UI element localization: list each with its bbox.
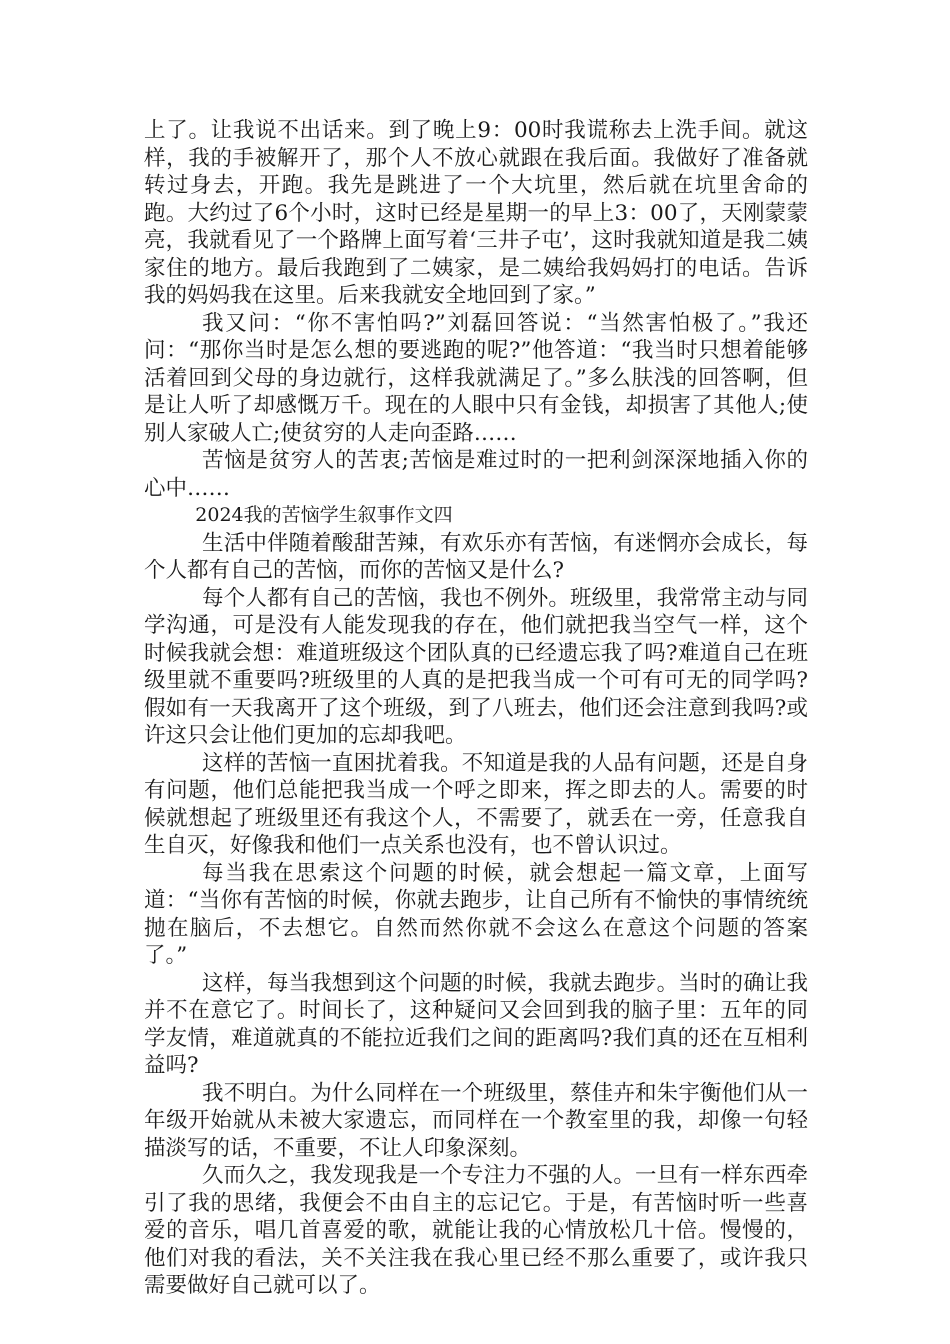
paragraph: 久而久之，我发现我是一个专注力不强的人。一旦有一样东西牵引了我的思绪，我便会不由自主的忘记它。于是，有苦恼时听一些喜爱的音乐，唱几首喜爱的歌，就能让我的心情放松几十倍。慢慢的，他们对我的看法，关不关注我在我心里已经不那么重要了，或许我只需要做好自己就可以了。 (144, 1163, 808, 1298)
paragraph: 我又问：“你不害怕吗?”刘磊回答说：“当然害怕极了。”我还问：“那你当时是怎么想的要逃跑的呢?”他答道：“我当时只想着能够活着回到父母的身边就行，这样我就满足了。”多么肤浅的回答啊，但是让人听了却感慨万千。现在的人眼中只有金钱，却损害了其他人;使别人家破人亡;使贫穷的人走向歪路…… (144, 310, 808, 446)
paragraph: 这样，每当我想到这个问题的时候，我就去跑步。当时的确让我并不在意它了。时间长了，这种疑问又会回到我的脑子里：五年的同学友情，难道就真的不能拉近我们之间的距离吗?我们真的还在互相利益吗? (144, 970, 808, 1078)
paragraph: 这样的苦恼一直困扰着我。不知道是我的人品有问题，还是自身有问题，他们总能把我当成一个呼之即来，挥之即去的人。需要的时候就想起了班级里还有我这个人，不需要了，就丢在一旁，任意我自生自灭，好像我和他们一点关系也没有，也不曾认识过。 (144, 750, 808, 858)
essay-title: 2024我的苦恼学生叙事作文四 (195, 504, 453, 526)
paragraph: 我不明白。为什么同样在一个班级里，蔡佳卉和朱宇衡他们从一年级开始就从未被大家遗忘，而同样在一个教室里的我，却像一句轻描淡写的话，不重要，不让人印象深刻。 (144, 1080, 808, 1161)
paragraph: 每个人都有自己的苦恼，我也不例外。班级里，我常常主动与同学沟通，可是没有人能发现我的存在，他们就把我当空气一样，这个时候我就会想：难道班级这个团队真的已经遗忘我了吗?难道自己在班级里就不重要吗?班级里的人真的是把我当成一个可有可无的同学吗?假如有一天我离开了这个班级，到了八班去，他们还会注意到我吗?或许这只会让他们更加的忘却我吧。 (144, 585, 808, 748)
paragraph: 每当我在思索这个问题的时候，就会想起一篇文章，上面写道：“当你有苦恼的时候，你就去跑步，让自己所有不愉快的事情统统抛在脑后，不去想它。自然而然你就不会这么在意这个问题的答案了。” (144, 860, 808, 968)
document-page (144, 117, 808, 1300)
paragraph-continued: 上了。让我说不出话来。到了晚上9：00时我谎称去上洗手间。就这样，我的手被解开了，那个人不放心就跟在我后面。我做好了准备就转过身去，开跑。我先是跳进了一个大坑里，然后就在坑里舍命的跑。大约过了6个小时，这时已经是星期一的早上3：00了，天刚蒙蒙亮，我就看见了一个路牌上面写着‘三井子屯’，这时我就知道是我二姨家住的地方。最后我跑到了二姨家，是二姨给我妈妈打的电话。告诉我的妈妈我在这里。后来我就安全地回到了家。” (144, 118, 808, 308)
paragraph: 苦恼是贫穷人的苦衷;苦恼是难过时的一把利剑深深地插入你的心中…… (144, 448, 808, 501)
paragraph: 生活中伴随着酸甜苦辣，有欢乐亦有苦恼，有迷惘亦会成长，每个人都有自己的苦恼，而你的苦恼又是什么? (144, 530, 808, 583)
